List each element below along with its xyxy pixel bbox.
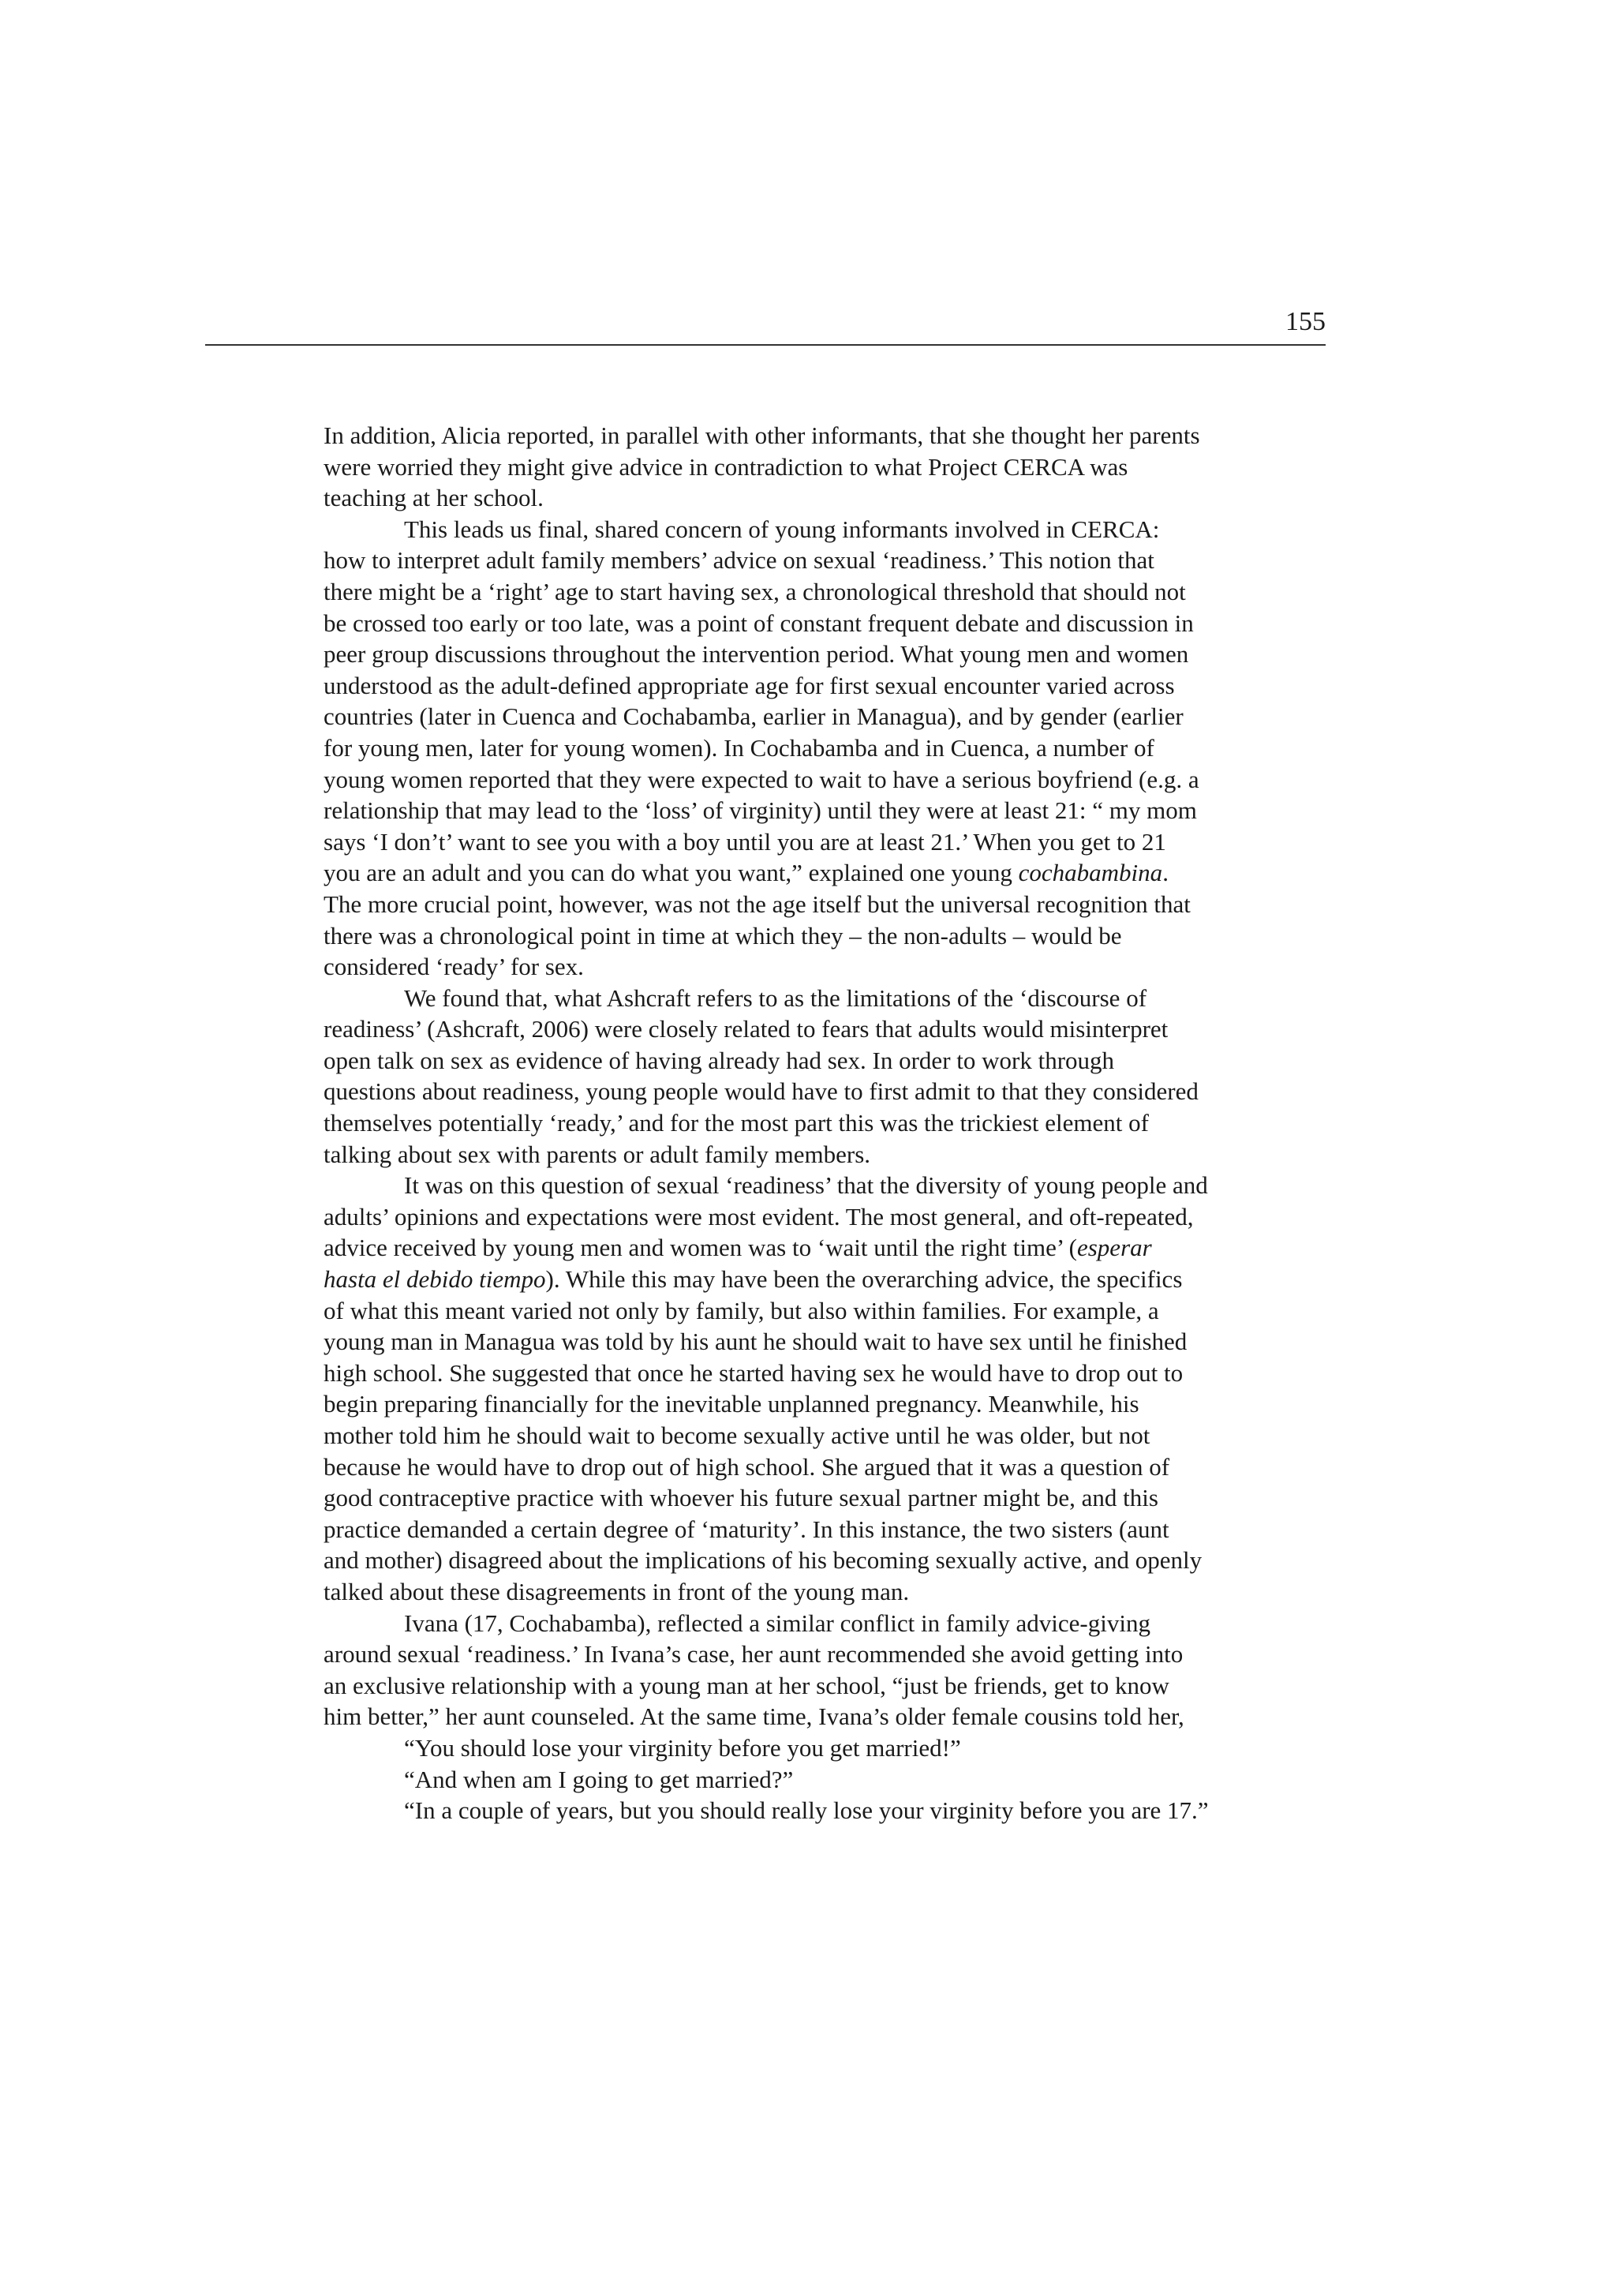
text-line <box>324 1670 1334 1702</box>
text-line <box>324 545 1334 576</box>
text-line <box>324 1295 1334 1327</box>
italic-term: hasta el debido tiempo <box>324 1265 546 1294</box>
text-run: “You should lose your virginity before you get married!” <box>404 1733 961 1762</box>
text-line <box>324 732 1334 764</box>
body-text <box>324 420 1334 1826</box>
text-line <box>324 1545 1334 1576</box>
text-line <box>324 1764 1334 1796</box>
text-run: . <box>1162 859 1169 887</box>
text-run: be crossed too early or too late, was a point of constant frequent debate and discussion in <box>324 609 1194 637</box>
text-run: around sexual ‘readiness.’ In Ivana’s case, her aunt recommended she avoid getting into <box>324 1640 1184 1669</box>
text-run: you are an adult and you can do what you want,” explained one young <box>324 859 1019 887</box>
text-line <box>324 1358 1334 1389</box>
text-line <box>324 1107 1334 1139</box>
text-line <box>324 1232 1334 1264</box>
text-run: adults’ opinions and expectations were most evident. The most general, and oft-repeated, <box>324 1202 1194 1230</box>
text-line <box>324 764 1334 796</box>
text-run: We found that, what Ashcraft refers to as the limitations of the ‘discourse of <box>404 983 1147 1012</box>
text-line <box>324 1639 1334 1670</box>
text-run: relationship that may lead to the ‘loss’ of virginity) until they were at least 21: “ my mom <box>324 796 1197 825</box>
text-line <box>324 514 1334 545</box>
text-line <box>324 795 1334 826</box>
text-run: It was on this question of sexual ‘readiness’ that the diversity of young people and <box>404 1171 1208 1200</box>
text-line <box>324 857 1334 889</box>
italic-term: esperar <box>1076 1234 1152 1262</box>
text-run: good contraceptive practice with whoever his future sexual partner might be, and this <box>324 1484 1158 1512</box>
text-run: for young men, later for young women). In Cochabamba and in Cuenca, a number of <box>324 733 1154 762</box>
text-run: open talk on sex as evidence of having already had sex. In order to work through <box>324 1046 1115 1074</box>
text-run: countries (later in Cuenca and Cochabamba, earlier in Managua), and by gender (earlier <box>324 702 1184 731</box>
text-run: understood as the adult-defined appropriate age for first sexual encounter varied across <box>324 671 1175 699</box>
text-run: In addition, Alicia reported, in parallel with other informants, that she thought her parents <box>324 421 1200 449</box>
text-run: teaching at her school. <box>324 484 544 512</box>
italic-term: cochabambina <box>1018 859 1163 887</box>
text-line <box>324 920 1334 952</box>
text-run: mother told him he should wait to become sexually active until he was older, but not <box>324 1421 1150 1449</box>
text-run: questions about readiness, young people would have to first admit to that they considered <box>324 1077 1199 1106</box>
text-run: says ‘I don’t’ want to see you with a boy until you are at least 21.’ When you get to 21 <box>324 827 1166 856</box>
text-line <box>324 1420 1334 1451</box>
text-run: talked about these disagreements in front of the young man. <box>324 1577 910 1605</box>
text-line <box>324 1608 1334 1639</box>
text-run: an exclusive relationship with a young man at her school, “just be friends, get to know <box>324 1671 1169 1699</box>
text-line <box>324 1013 1334 1045</box>
text-line <box>324 1170 1334 1201</box>
text-run: how to interpret adult family members’ advice on sexual ‘readiness.’ This notion that <box>324 546 1154 575</box>
text-line <box>324 1795 1334 1826</box>
text-line <box>324 701 1334 732</box>
text-run: This leads us final, shared concern of young informants involved in CERCA: <box>404 515 1160 543</box>
text-run: young man in Managua was told by his aunt he should wait to have sex until he finished <box>324 1328 1188 1356</box>
text-line <box>324 1045 1334 1077</box>
text-line <box>324 639 1334 670</box>
text-line <box>324 1482 1334 1514</box>
text-line <box>324 1139 1334 1170</box>
text-run: talking about sex with parents or adult family members. <box>324 1140 871 1168</box>
text-run: Ivana (17, Cochabamba), reflected a similar conflict in family advice-giving <box>404 1609 1150 1637</box>
text-run: practice demanded a certain degree of ‘maturity’. In this instance, the two sisters (aunt <box>324 1515 1169 1543</box>
text-run: considered ‘ready’ for sex. <box>324 953 584 981</box>
text-line <box>324 1576 1334 1608</box>
text-run: him better,” her aunt counseled. At the same time, Ivana’s older female cousins told her, <box>324 1702 1184 1731</box>
text-line <box>324 1076 1334 1107</box>
text-line <box>324 1732 1334 1764</box>
text-run: ). While this may have been the overarching advice, the specifics <box>545 1265 1183 1294</box>
text-run: “And when am I going to get married?” <box>404 1765 794 1793</box>
text-line <box>324 983 1334 1014</box>
text-run: there was a chronological point in time at which they – the non-adults – would be <box>324 921 1122 949</box>
text-line <box>324 1514 1334 1545</box>
text-line <box>324 1264 1334 1295</box>
text-run: The more crucial point, however, was not the age itself but the universal recognition that <box>324 890 1191 918</box>
text-line <box>324 420 1334 451</box>
text-line <box>324 451 1334 483</box>
text-run: of what this meant varied not only by family, but also within families. For example, a <box>324 1296 1159 1324</box>
text-line <box>324 482 1334 514</box>
text-line <box>324 1451 1334 1483</box>
text-line <box>324 670 1334 702</box>
text-run: young women reported that they were expected to wait to have a serious boyfriend (e.g. a <box>324 765 1199 793</box>
text-run: readiness’ (Ashcraft, 2006) were closely related to fears that adults would misinterpret <box>324 1015 1169 1043</box>
text-line <box>324 1326 1334 1358</box>
text-line <box>324 826 1334 858</box>
text-line <box>324 951 1334 983</box>
text-run: themselves potentially ‘ready,’ and for the most part this was the trickiest element of <box>324 1109 1149 1137</box>
text-run: there might be a ‘right’ age to start having sex, a chronological threshold that should not <box>324 577 1186 605</box>
text-line <box>324 889 1334 920</box>
text-line <box>324 1701 1334 1732</box>
header-rule <box>205 344 1326 346</box>
text-run: advice received by young men and women was to ‘wait until the right time’ ( <box>324 1234 1077 1262</box>
text-run: “In a couple of years, but you should really lose your virginity before you are 17.” <box>404 1796 1209 1825</box>
text-run: high school. She suggested that once he started having sex he would have to drop out to <box>324 1358 1184 1387</box>
text-line <box>324 1201 1334 1233</box>
text-line <box>324 608 1334 639</box>
text-run: because he would have to drop out of high school. She argued that it was a question of <box>324 1452 1170 1481</box>
text-run: and mother) disagreed about the implications of his becoming sexually active, and openly <box>324 1546 1203 1575</box>
text-run: begin preparing financially for the inevitable unplanned pregnancy. Meanwhile, his <box>324 1390 1139 1418</box>
page-number: 155 <box>1285 307 1326 336</box>
text-run: were worried they might give advice in contradiction to what Project CERCA was <box>324 452 1128 481</box>
text-line <box>324 1388 1334 1420</box>
text-line <box>324 576 1334 608</box>
text-run: peer group discussions throughout the intervention period. What young men and women <box>324 640 1189 669</box>
